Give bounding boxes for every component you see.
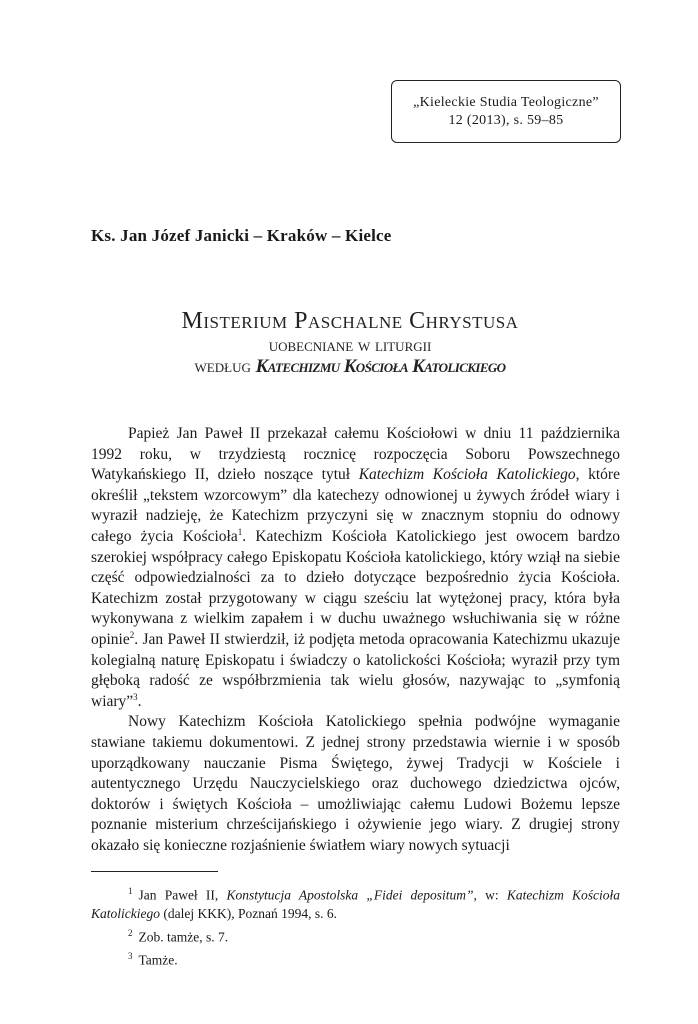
p1-part-e: . — [137, 692, 142, 710]
footnotes — [91, 882, 620, 970]
article-title-line-3 — [80, 356, 620, 378]
footnote-divider — [91, 871, 218, 872]
footnote-1-italic-2: Katechizm Kościoła Katolickiego — [91, 887, 621, 921]
article-title-line-2: uobecniane w liturgii — [268, 335, 432, 356]
footnote-1-text-b: , w: — [473, 887, 507, 903]
footnote-1-text-a: Jan Paweł II, — [138, 887, 227, 903]
p1-part-d: . Jan Paweł II stwierdził, iż podjęta metoda opracowania Katechizmu ukazuje kolegialną naturę Episkopatu i świadczy o katolickości Kościoła; wyraził przy tym głęboką radość ze współbrzmienia tak wielu głosów, nazywając to „symfonią wiary” — [91, 630, 620, 710]
journal-issue: 12 (2013), s. 59–85 — [448, 112, 564, 128]
footnote-1 — [91, 882, 620, 924]
title-line-3-italic: Katechizmu Kościoła Katolickiego — [255, 356, 506, 377]
footnote-ref-1[interactable]: 1 — [237, 526, 243, 537]
footnote-1-italic-1: Konstytucja Apostolska „Fidei depositum” — [226, 887, 474, 903]
paragraph-2: Nowy Katechizm Kościoła Katolickiego spełnia podwójne wymaganie stawiane takiemu dokumentowi. Z jednej strony przedstawia wiernie i w sposób uporządkowany nauczanie Pisma Świętego, żywej Tradycji w Kościele i autentycznego Urzędu Nauczycielskiego oraz duchowego dziedzictwa ojców, doktorów i świętych Kościoła – umożliwiając całemu Ludowi Bożemu lepsze poznanie misterium chrześcijańskiego i ożywienie jego wiary. Z drugiej strony okazało się konieczne rozjaśnienie światłem wiary nowych sytuacji — [91, 713, 620, 854]
p1-part-c: . Katechizm Kościoła Katolickiego jest owocem bardzo szerokiej współpracy całego Episkopatu Kościoła katolickiego, który wziął na siebie część odpowiedzialności za to dzieło dotyczące bezpośrednio życia Kościoła. Katechizm został przygotowany w ciągu sześciu lat wytężonej pracy, która była wykonywana z wielkim zapałem i w duchu uważnego wsłuchiwania się w różne opinie — [91, 527, 620, 648]
footnote-ref-2[interactable]: 2 — [129, 629, 135, 640]
p1-italic-title: Katechizm Kościoła Katolickiego — [358, 466, 576, 484]
p1-part-b: , które określił „tekstem wzorcowym” dla katechezy odnowionej u żywych źródeł wiary i wyraził nadzieję, że Katechizm przyczyni się w znacznym stopniu do odnowy całego życia Kościoła — [91, 466, 620, 545]
footnote-3-text: Tamże. — [138, 952, 178, 967]
article-title-line-1: Misterium Paschalne Chrystusa — [181, 308, 519, 334]
footnote-1-text-c: (dalej KKK), Poznań 1994, s. 6. — [159, 906, 337, 921]
footnote-ref-3[interactable]: 3 — [133, 691, 138, 702]
article-body — [91, 424, 620, 856]
p1-part-a: Papież Jan Paweł II przekazał całemu Kościołowi w dniu 11 października 1992 roku, w trzydziestą rocznicę rozpoczęcia Soboru Powszechnego Watykańskiego II, dzieło noszące tytuł — [91, 425, 620, 484]
footnote-2-text: Zob. tamże, s. 7. — [138, 929, 229, 944]
footnote-number: 2 — [128, 927, 133, 938]
title-line-3-prefix: według — [194, 356, 256, 377]
journal-citation-box — [391, 80, 621, 143]
journal-name: „Kieleckie Studia Teologiczne” — [413, 94, 599, 110]
footnote-2 — [91, 924, 620, 947]
paragraph-1 — [91, 424, 620, 712]
author-line: Ks. Jan Józef Janicki – Kraków – Kielce — [91, 226, 392, 245]
footnote-number: 1 — [128, 886, 133, 896]
footnote-3 — [91, 947, 620, 970]
footnote-number: 3 — [128, 950, 133, 961]
